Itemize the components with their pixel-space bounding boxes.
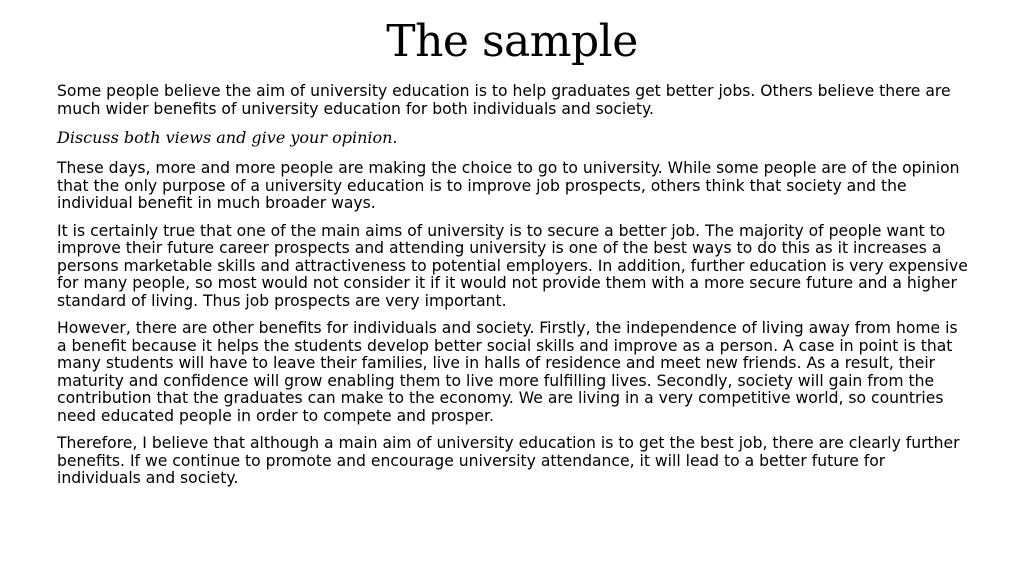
body-paragraph-other-benefits: However, there are other benefits for individuals and society. Firstly, the independence of living away from home is a benefit because it helps the students develop better social skills and improve as a person. A case in point is that many students will have to leave their families, live in halls of residence and meet new friends. As a result, their maturity and confidence will grow enabling them to live more fulfilling lives. Secondly, society will gain from the contribution that the graduates can make to the economy. We are living in a very competitive world, so countries need educated people in order to compete and prosper. [57, 319, 958, 425]
task-instruction: Discuss both views and give your opinion. [57, 128, 398, 147]
body-paragraph-job-prospects: It is certainly true that one of the main aims of university is to secure a better job. The majority of people want to improve their future career prospects and attending university is one of the best ways to do this as it increases a persons marketable skills and attractiveness to potential employers. In addition, further education is very expensive for many people, so most would not consider it if it would not provide them with a more secure future and a higher standard of living. Thus job prospects are very important. [57, 221, 968, 310]
essay-question-paragraph: Some people believe the aim of university education is to help graduates get better jobs. Others believe there are much wider benefits of university education for both individuals and society. [57, 82, 951, 118]
conclusion-paragraph: Therefore, I believe that although a main aim of university education is to get the best job, there are clearly further benefits. If we continue to promote and encourage university attendance, it will lead to a better future for individuals and society. [57, 434, 960, 487]
introduction-paragraph: These days, more and more people are making the choice to go to university. While some people are of the opinion that the only purpose of a university education is to improve job prospects, others think that society and the individual benefit in much broader ways. [57, 159, 960, 212]
slide-title: The sample [386, 16, 638, 67]
slide-body [57, 83, 972, 498]
